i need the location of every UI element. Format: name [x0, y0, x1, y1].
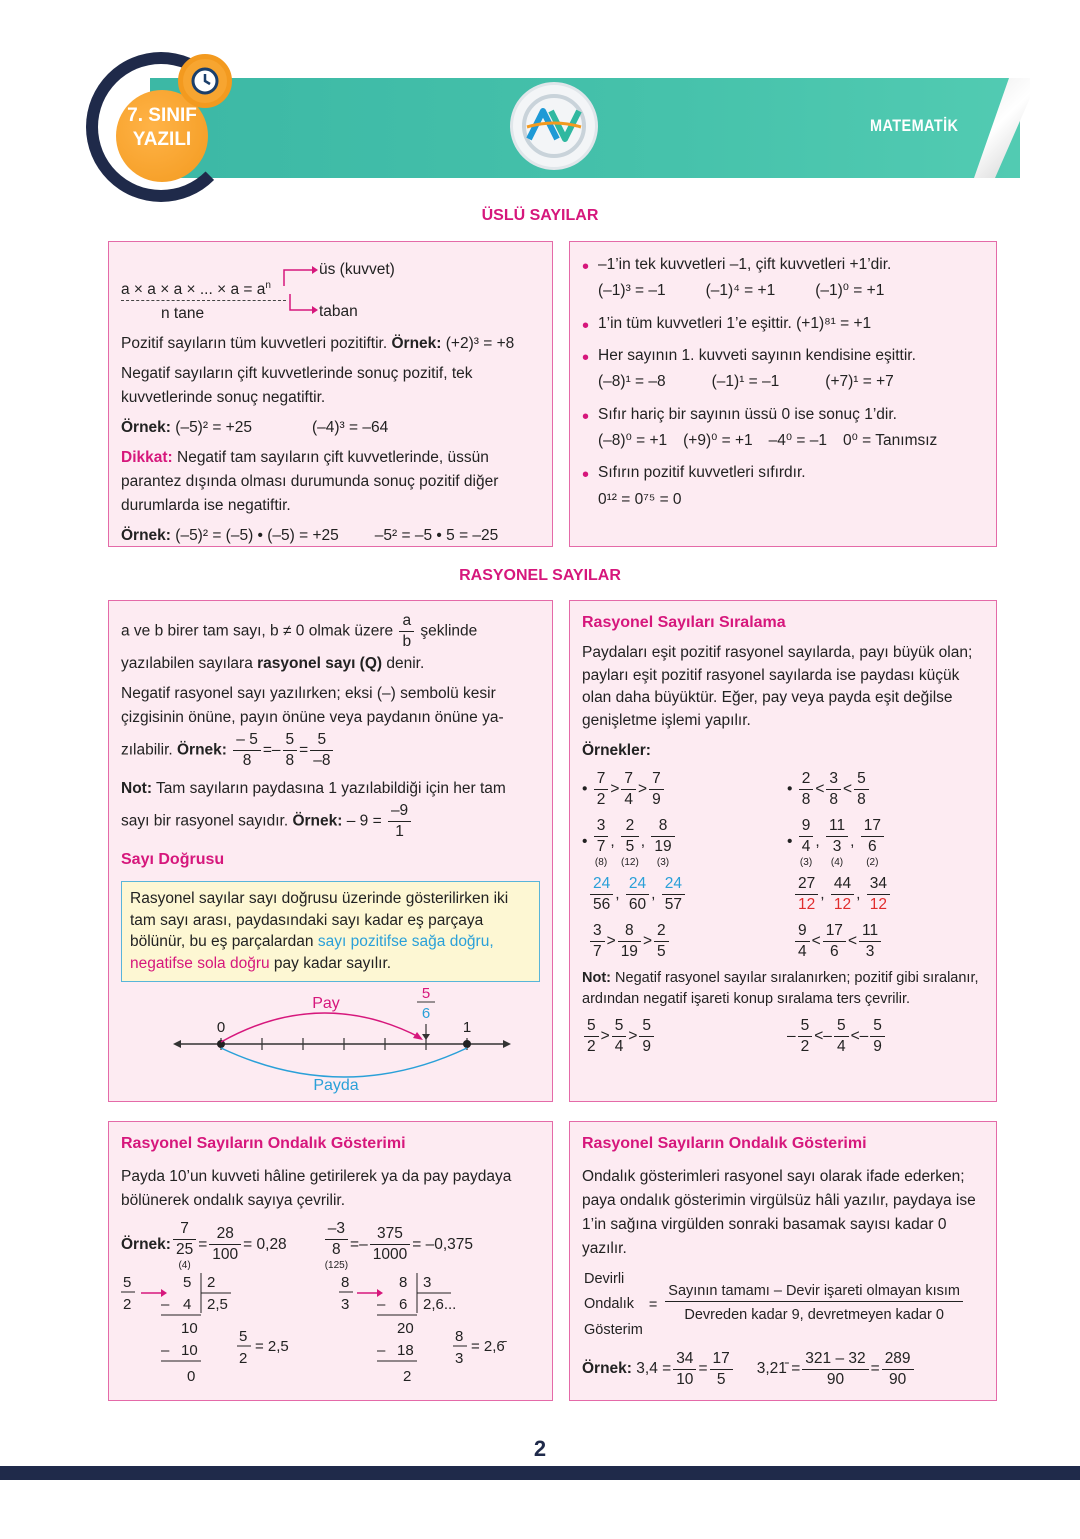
footer-bar	[0, 1466, 1080, 1480]
section-title-uslu: ÜSLÜ SAYILAR	[481, 207, 599, 224]
number-line-info: Rasyonel sayılar sayı doğrusu üzerinde gösterilirken iki tam sayı arası, paydasındaki sayı kadar eş parçaya bölünür, bu eş parçalardan sayı pozitifse sağa doğru, negatifse sola doğru pay kadar sayılır.	[121, 881, 540, 982]
rule-minus-one: • –1’in tek kuvvetleri –1, çift kuvvetleri +1’dir. (–1)³ = –1 (–1)⁴ = +1 (–1)⁰ = +1	[582, 252, 984, 305]
power-def-left: a × a × a × ... × $a = a^n$	[121, 280, 271, 299]
example-row-2: Örnek: (–5)² = (–5) • (–5) = +25 –5² = –5 • 5 = –25	[121, 527, 499, 545]
svg-text:2,5: 2,5	[207, 1295, 228, 1313]
example-i: $\frac{5}{2}$ > $\frac{5}{4}$ > $\frac{5}{9}$	[582, 1016, 787, 1057]
uslu-left-box	[108, 241, 553, 547]
number-line	[121, 986, 541, 1096]
underbrace	[121, 300, 286, 301]
negative-sort-note: Not: Negatif rasyonel sayılar sıralanırken; pozitif gibi sıralanır, ardından negatif işareti konup sıralama ters çevrilir.	[582, 969, 979, 1007]
example-e: $\frac{24}{56}$ , $\frac{24}{60}$ , $\frac{24}{57}$	[582, 874, 787, 915]
svg-text:2,6...: 2,6...	[423, 1295, 457, 1313]
nl-payda: Payda	[313, 1076, 359, 1094]
page-number: 2	[533, 1436, 547, 1461]
siralama-title: Rasyonel Sayıları Sıralama	[582, 614, 786, 631]
svg-text:–: –	[161, 1341, 170, 1359]
ondalik-left-box	[108, 1121, 553, 1401]
svg-text:0: 0	[187, 1367, 196, 1385]
svg-text:10: 10	[181, 1319, 198, 1337]
svg-text:5: 5	[183, 1273, 192, 1291]
rule-zero-base: • Sıfırın pozitif kuvvetleri sıfırdır. 0¹² = 0⁷⁵ = 0	[582, 460, 984, 513]
svg-text:5: 5	[239, 1327, 248, 1345]
devirli-label: Devirli Ondalık Gösterim	[584, 1270, 643, 1338]
nl-zero: 0	[216, 1018, 226, 1036]
example-b: • $\frac{2}{8}$ < $\frac{3}{8}$ < $\frac{5}{8}$	[787, 769, 987, 810]
rational-definition: a ve b birer tam sayı, b ≠ 0 olmak üzere $\frac{a}{b}$ şeklinde yazılabilen sayılara rasyonel sayı (Q) denir.	[121, 612, 478, 672]
clock-icon	[178, 54, 232, 108]
devirli-examples: Örnek: 3,4 = $\frac{34}{10}$ = $\frac{17}{5}$ 3,21̄ = $\frac{321 - 32}{90}$ = $\frac{289}{90}$	[582, 1349, 984, 1390]
badge-line2: YAZILI	[132, 129, 192, 150]
example-h: $\frac{9}{4}$ < $\frac{17}{6}$ < $\frac{11}{3}$	[787, 921, 987, 962]
ondalik-right-box	[569, 1121, 997, 1401]
svg-text:–: –	[377, 1295, 386, 1313]
us-label: üs (kuvvet)	[319, 261, 395, 278]
long-division	[121, 1271, 541, 1391]
svg-text:20: 20	[397, 1319, 414, 1337]
siralama-text: Paydaları eşit pozitif rasyonel sayılarda, payı büyük olan; payları eşit pozitif rasyonel sayılarda ise paydası küçük olan daha büyüktür. Eğer, pay veya payda eşit değilse genişletme işlemi yapılır.	[582, 644, 973, 729]
svg-text:10: 10	[181, 1341, 198, 1359]
siralama-box	[569, 600, 997, 1102]
rasyonel-left-box	[108, 600, 553, 1102]
sayi-dogrusu-title: Sayı Doğrusu	[121, 851, 225, 869]
svg-text:–: –	[161, 1295, 170, 1313]
example-g: $\frac{3}{7}$ > $\frac{8}{19}$ > $\frac{2}{5}$	[582, 921, 787, 962]
negative-powers-text: Negatif sayıların çift kuvvetlerinde sonuç pozitif, tek kuvvetlerinde sonuç negatiftir.	[121, 365, 473, 407]
negative-rational-text: Negatif rasyonel sayı yazılırken; eksi (–) sembolü kesir çizgisinin önüne, payın önüne veya paydanın önüne ya- zılabilir. Örnek: $\frac{- 5}{8}$ =– $\frac{5}{8}$ = $\frac{5}{-8}$	[121, 685, 504, 770]
ornekler-label: Örnekler:	[582, 742, 651, 760]
svg-text:2: 2	[207, 1273, 216, 1291]
ondalik-right-text: Ondalık gösterimleri rasyonel sayı olarak ifade ederken; paya ondalık gösterimin virgülsüz hâli yazılır, paydaya ise 1’in sağına virgülden sonraki basamak sayısı kadar 0 yazılır.	[582, 1167, 976, 1257]
devirli-formula: Devirli Ondalık Gösterim = $\frac{\text{Sayının tamamı – Devir işareti olmayan kısım}}{\text{Devreden kadar 9, devretmeyen kadar 0}}$	[582, 1267, 984, 1343]
example-row-1: Örnek: (–5)² = +25 (–4)³ = –64	[121, 419, 389, 437]
subject-title: MATEMATİK	[870, 116, 959, 135]
dikkat-note: Dikkat: Negatif tam sayıların çift kuvvetlerinde, üssün parantez dışında olması durumunda sonuç pozitif diğer durumlarda ise negatiftir.	[121, 449, 499, 515]
svg-text:3: 3	[423, 1273, 432, 1291]
formula-denominator: Devreden kadar 9, devretmeyen kadar 0	[684, 1307, 944, 1324]
svg-text:4: 4	[183, 1295, 192, 1313]
nl-frac-num: 5	[421, 985, 431, 1002]
svg-text:8: 8	[455, 1327, 464, 1345]
svg-text:8: 8	[399, 1273, 408, 1291]
svg-text:5: 5	[123, 1273, 132, 1291]
power-definition	[121, 252, 540, 322]
ondalik-left-text: Payda 10’un kuvveti hâline getirilerek ya da pay paydaya bölünerek ondalık sayıya çevrilir.	[121, 1167, 512, 1209]
siralama-examples	[582, 769, 984, 962]
uslu-right-box	[569, 241, 997, 547]
svg-text:2: 2	[239, 1349, 248, 1367]
svg-text:–: –	[377, 1341, 386, 1359]
example-f: $\frac{27}{12}$ , $\frac{44}{12}$ , $\frac{34}{12}$	[787, 874, 987, 915]
example-a: • $\frac{7}{2}$ > $\frac{7}{4}$ > $\frac{7}{9}$	[582, 769, 787, 810]
svg-text:2: 2	[123, 1295, 132, 1313]
example-d: • 9 4 (3) , 11 3 (4) , 17 6 (2)	[787, 816, 987, 868]
svg-text:3: 3	[455, 1349, 464, 1367]
svg-text:3: 3	[341, 1295, 350, 1313]
integer-note: Not: Tam sayıların paydasına 1 yazılabildiği için her tam sayı bir rasyonel sayıdır. Örnek: – 9 = $\frac{-9}{1}$	[121, 780, 506, 841]
example-j: – $\frac{5}{2}$ <– $\frac{5}{4}$ <– $\frac{5}{9}$	[787, 1016, 987, 1057]
nl-frac-den: 6	[421, 1004, 431, 1022]
taban-label: taban	[319, 303, 358, 320]
publisher-logo-icon	[510, 82, 598, 170]
ondalik-left-title: Rasyonel Sayıların Ondalık Gösterimi	[121, 1135, 406, 1152]
formula-numerator: Sayının tamamı – Devir işareti olmayan kısım	[665, 1281, 963, 1302]
negative-examples	[582, 1016, 984, 1057]
nl-one: 1	[462, 1018, 472, 1036]
ondalik-right-title: Rasyonel Sayıların Ondalık Gösterimi	[582, 1135, 867, 1152]
rule-one: • 1’in tüm kuvvetleri 1’e eşittir. (+1)⁸¹ = +1	[582, 311, 984, 337]
badge-line1: 7. SINIF	[127, 105, 197, 126]
positive-powers-text: Pozitif sayıların tüm kuvvetleri pozitiftir. Örnek: (+2)³ = +8	[121, 335, 515, 352]
nl-pay: Pay	[312, 994, 340, 1012]
svg-text:8: 8	[341, 1273, 350, 1291]
div2-result: = 2,6̄	[471, 1337, 505, 1355]
svg-text:2: 2	[403, 1367, 412, 1385]
ondalik-examples: Örnek: 7 25 (4) = $\frac{28}{100}$ = 0,28 –3 8 (125) =– $\frac{375}{1000}$ = –0,375	[121, 1219, 473, 1271]
n-tane-label: n tane	[161, 305, 205, 322]
rule-first-power: • Her sayının 1. kuvveti sayının kendisine eşittir. (–8)¹ = –8 (–1)¹ = –1 (+7)¹ = +7	[582, 343, 984, 396]
section-title-rasyonel: RASYONEL SAYILAR	[459, 567, 621, 584]
example-c: • 3 7 (8) , 2 5 (12) , 8 19 (3)	[582, 816, 787, 868]
rule-zero-power: • Sıfır hariç bir sayının üssü 0 ise sonuç 1’dir. (–8)⁰ = +1 (+9)⁰ = +1 –4⁰ = –1 0⁰ = Tanımsız	[582, 402, 984, 455]
div1-result: = 2,5	[255, 1337, 289, 1355]
svg-text:6: 6	[399, 1295, 408, 1313]
svg-text:18: 18	[397, 1341, 414, 1359]
